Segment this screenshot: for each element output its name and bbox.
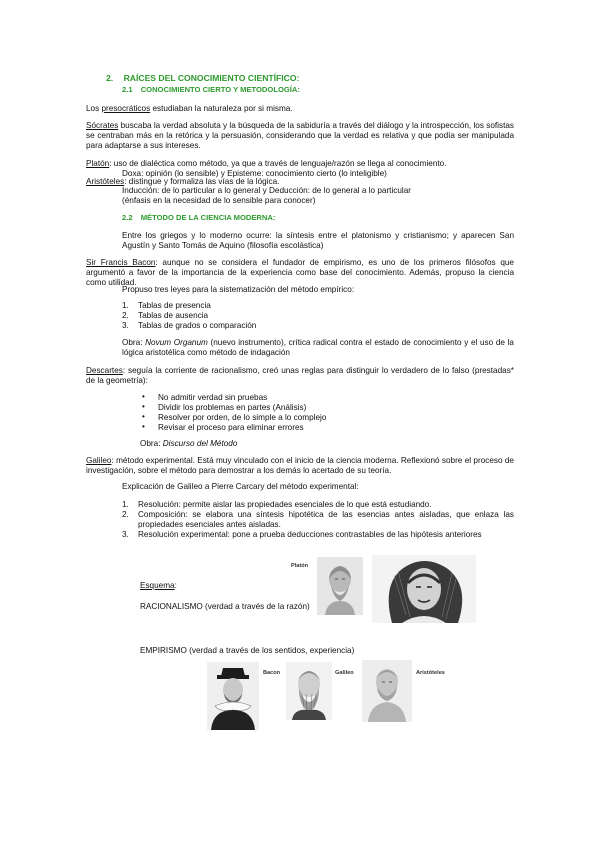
paragraph-obra-discurso [140,439,237,449]
esquema-label [140,581,177,591]
text: buscaba la verdad absoluta y la búsqueda de la sabiduría a través del diálogo y la introspección, los sofistas se centraban más en la retórica y la persuasión, considerando que la verdad es relativa y que podía ser manipulada para adaptarse a sus intereses. [86,121,514,150]
term-presocraticos: presocráticos [101,104,151,113]
text: : método experimental. Está muy vinculado con el inicio de la ciencia moderna. Reflexionó sobre el proceso de investigación, sobre el método para demostrar a los demás lo acertado de su teoría. [86,456,514,475]
section-title: RAÍCES DEL CONOCIMIENTO CIENTÍFICO: [123,73,300,83]
term-socrates: Sócrates [86,121,119,130]
galileo-method-list [122,500,514,540]
text: : seguía la corriente de racionalismo, creó unas reglas para distinguir lo verdadero de lo falso (prestadas* de la geometría): [86,366,514,385]
item-text: Resolución: permite aislar las propiedades esenciales de lo que está estudiando. [138,500,432,509]
term-descartes: Descartes [86,366,123,375]
item-number: 2. [122,311,129,320]
list-item [122,321,422,331]
text: Obra: [122,338,146,347]
paragraph-bacon [86,258,514,288]
book-title: Novum Organum [145,338,208,347]
subsection-number: 2.1 [122,85,133,94]
paragraph-socrates [86,121,514,151]
text: : distingue y formaliza las vías de la lógica. [124,177,280,186]
book-title: Discurso del Método [162,439,238,448]
item-number: 2. [122,510,129,519]
list-item: • No admitir verdad sin pruebas [140,393,440,403]
subsection-heading-1 [122,85,300,94]
bacon-portrait [207,662,259,730]
term-galileo: Galileo [86,456,112,465]
item-text: Tablas de grados o comparación [138,321,257,330]
paragraph-propuso: Propuso tres leyes para la sistematización del método empírico: [122,285,355,294]
list-item: • Resolver por orden, de lo simple a lo complejo [140,413,440,423]
subsection-number: 2.2 [122,213,133,222]
item-text: Resolución experimental: pone a prueba deducciones contrastables de las hipótesis anteriores [138,530,482,539]
list-item [122,530,514,540]
text: : [174,581,177,590]
term-aristoteles: Aristóteles [86,177,125,186]
text: : uso de dialéctica como método, ya que a través de lenguaje/razón se llega al conocimiento. [109,159,447,168]
descartes-rules-list [140,393,440,433]
item-text: Tablas de ausencia [138,311,209,320]
bacon-laws-list [122,301,422,331]
item-number: 3. [122,321,129,330]
section-number: 2. [106,73,114,83]
item-number: 3. [122,530,129,539]
term-bacon: Sir Francis Bacon [86,258,156,267]
paragraph-galileo [86,456,514,476]
paragraph-descartes [86,366,514,386]
paragraph-platon [86,159,514,169]
descartes-portrait [372,555,476,623]
platon-doxa-line: Doxa: opinión (lo sensible) y Episteme: conocimiento cierto (lo inteligible) [122,169,387,178]
item-number: 1. [122,500,129,509]
aristoteles-portrait [362,660,412,722]
paragraph-explicacion: Explicación de Galileo a Pierre Carcary del método experimental: [122,482,359,491]
list-item [122,510,514,530]
list-item [122,301,422,311]
subsection-heading-2 [122,213,275,222]
list-item: • Revisar el proceso para eliminar errores [140,423,440,433]
list-item [122,311,422,321]
paragraph-obra-novum [122,338,514,358]
empirismo-label: EMPIRISMO (verdad a través de los sentidos, experiencia) [140,646,355,655]
paragraph-presocraticos [86,104,514,114]
caption-galileo: Galileo [335,670,354,676]
text: : aunque no se considera el fundador de empirismo, es uno de los primeros filósofos que argumentó a favor de la importancia de la experiencia como base del conocimiento. Además, propuso la ciencia como utilidad. [86,258,514,287]
text: (nuevo instrumento), crítica radical contra el estado de conocimiento y el uso de la lógica aristotélica como método de indagación [122,338,514,357]
text: estudiaban la naturaleza por si misma. [150,104,293,113]
text: Esquema [140,581,175,590]
aristoteles-induccion-line: Inducción: de lo particular a lo general y Deducción: de lo general a lo particular [122,186,412,195]
caption-platon: Platón [291,563,309,569]
item-text: Tablas de presencia [138,301,211,310]
caption-aristoteles: Aristóteles [416,670,445,676]
item-number: 1. [122,301,129,310]
section-heading [106,73,299,83]
paragraph-griegos: Entre los griegos y lo moderno ocurre: la síntesis entre el platonismo y cristianismo; y aparecen San Agustín y Santo Tomás de Aquino (filosofía escolástica) [122,231,514,250]
text: Obra: [140,439,163,448]
subsection-title: CONOCIMIENTO CIERTO Y METODOLOGÍA: [140,85,300,94]
platon-portrait [317,557,363,615]
caption-bacon: Bacon [263,670,281,676]
item-text: Composición: se elabora una síntesis hipotética de las esencias antes aisladas, que enlaza las propiedades esenciales antes aisladas. [138,510,514,529]
term-platon: Platón [86,159,110,168]
galileo-portrait [286,662,332,720]
list-item: • Dividir los problemas en partes (Análisis) [140,403,440,413]
subsection-title: MÉTODO DE LA CIENCIA MODERNA: [140,213,276,222]
list-item [122,500,514,510]
aristoteles-enfasis-line: (énfasis en la necesidad de lo sensible para conocer) [122,196,316,205]
racionalismo-label: RACIONALISMO (verdad a través de la razón) [140,602,310,611]
text: Los [86,104,102,113]
